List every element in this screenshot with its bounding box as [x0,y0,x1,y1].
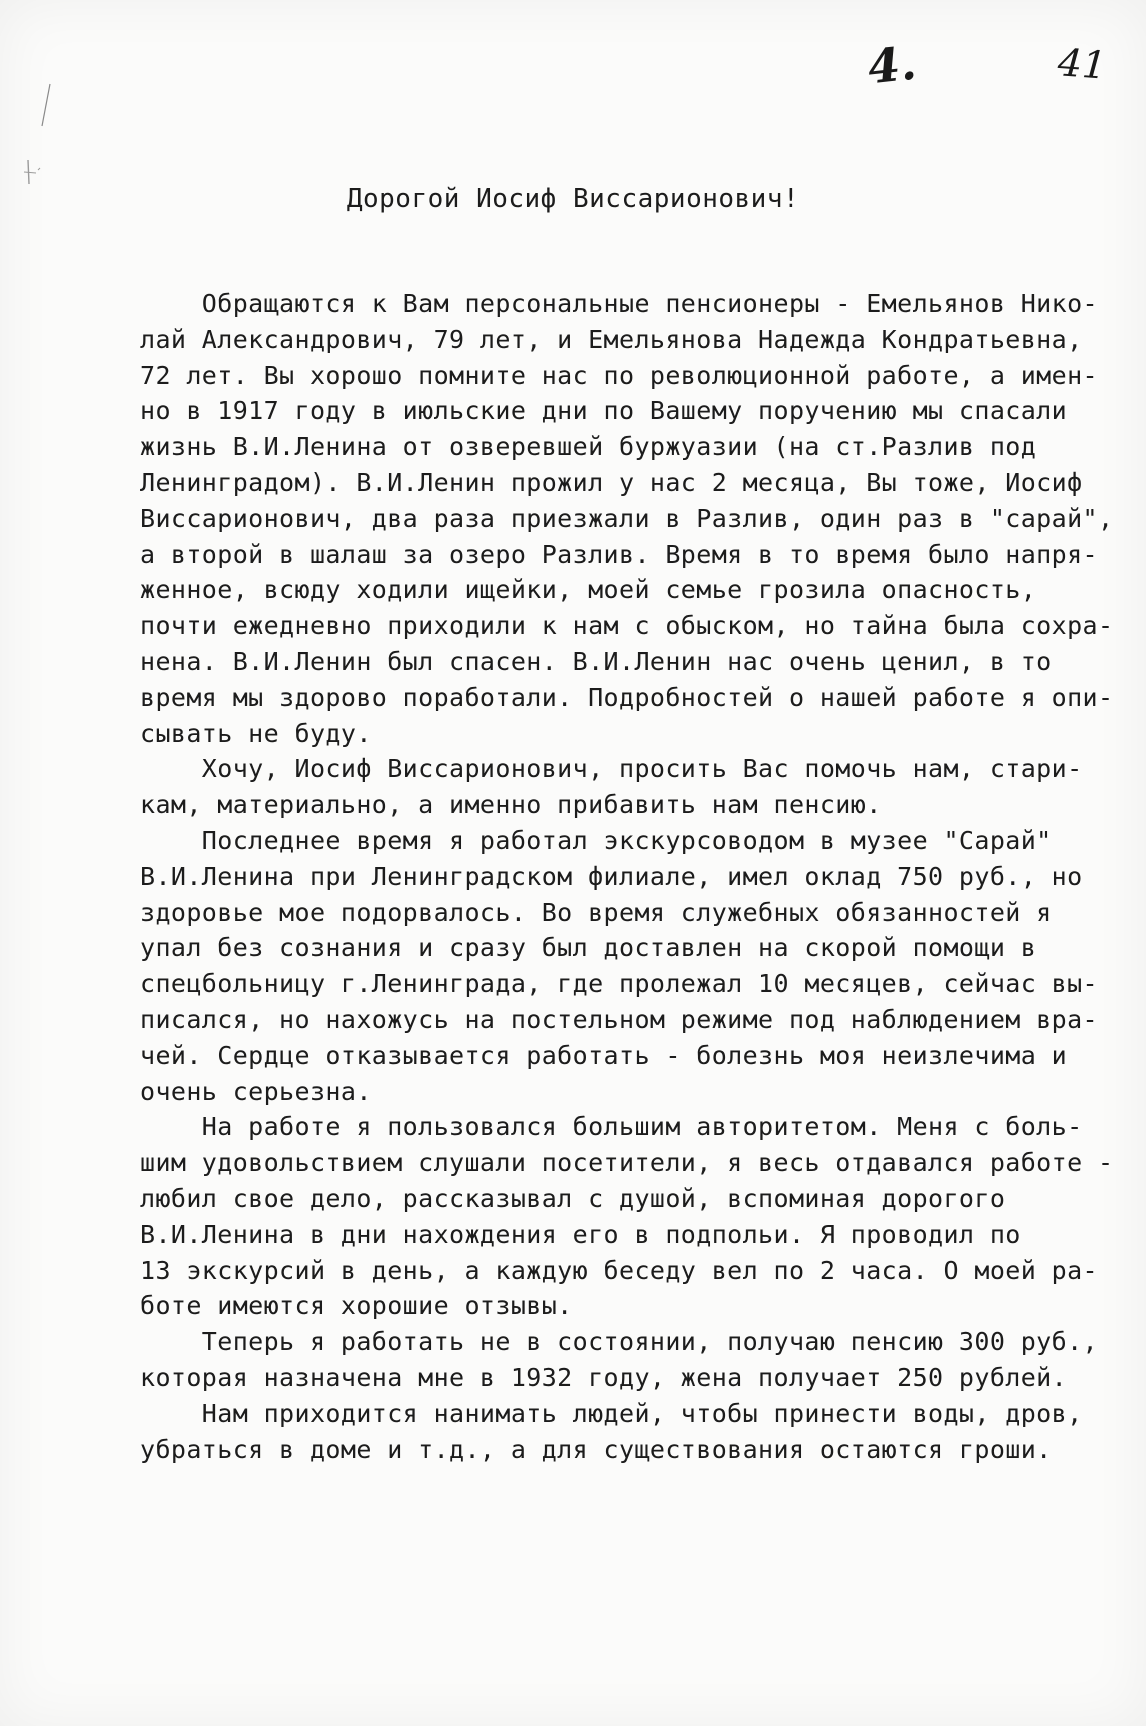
text-line: а второй в шалаш за озеро Разлив. Время в то время было напря- [140,539,1098,569]
text-line: Обращаются к Вам персональные пенсионеры - Емельянов Нико- [140,289,1098,318]
text-line: 13 экскурсий в день, а каждую беседу вел по 2 часа. О моей ра- [140,1255,1098,1285]
text-line: сывать не буду. [140,718,372,748]
archive-page-number-pencil: 4. [865,35,919,95]
letter-body [140,286,1140,1467]
text-line: очень серьезна. [140,1076,372,1106]
text-line: женное, всюду ходили ищейки, моей семье грозила опасность, [140,575,1037,605]
text-line: В.И.Ленина в дни нахождения его в подпольи. Я проводил по [140,1219,1021,1249]
text-line: Нам приходится нанимать людей, чтобы принести воды, дров, [140,1398,1083,1428]
text-line: Хочу, Иосиф Виссарионович, просить Вас помочь нам, стари- [140,754,1083,784]
text-line: В.И.Ленина при Ленинградском филиале, имел оклад 750 руб., но [140,861,1083,891]
margin-pencil-marks [12,80,52,190]
text-line: которая назначена мне в 1932 году, жена получает 250 рублей. [140,1362,1068,1392]
text-line: 72 лет. Вы хорошо помните нас по революционной работе, а имен- [140,360,1098,390]
text-line: время мы здорово поработали. Подробностей о нашей работе я опи- [140,682,1114,712]
text-line: почти ежедневно приходили к нам с обыском, но тайна была сохра- [140,611,1114,641]
text-line: Ленинградом). В.И.Ленин прожил у нас 2 месяца, Вы тоже, Иосиф [140,467,1083,497]
text-line: писался, но нахожусь на постельном режиме под наблюдением вра- [140,1004,1098,1034]
text-line: жизнь В.И.Ленина от озверевшей буржуазии (на ст.Разлив под [140,432,1037,462]
text-line: боте имеются хорошие отзывы. [140,1291,573,1321]
text-line: убраться в доме и т.д., а для существования остаются гроши. [140,1434,1052,1464]
text-line: упал без сознания и сразу был доставлен на скорой помощи в [140,933,1037,963]
text-line: Последнее время я работал экскурсоводом в музее "Сарай" [140,825,1052,855]
text-line: лай Александрович, 79 лет, и Емельянова Надежда Кондратьевна, [140,324,1083,354]
text-line: Виссарионович, два раза приезжали в Разлив, один раз в "сарай", [140,503,1114,533]
text-line: шим удовольствием слушали посетители, я весь отдавался работе - [140,1148,1114,1178]
text-line: чей. Сердце отказывается работать - болезнь моя неизлечима и [140,1040,1068,1070]
letter-salutation: Дорогой Иосиф Виссарионович! [346,184,800,214]
text-line: нена. В.И.Ленин был спасен. В.И.Ленин нас очень ценил, в то [140,646,1052,676]
text-line: но в 1917 году в июльские дни по Вашему поручению мы спасали [140,396,1068,426]
text-line: здоровье мое подорвалось. Во время служебных обязанностей я [140,897,1052,927]
text-line: Теперь я работать не в состоянии, получаю пенсию 300 руб., [140,1327,1098,1357]
text-line: спецбольницу г.Ленинграда, где пролежал 10 месяцев, сейчас вы- [140,969,1098,999]
archive-page-number-ink: 41 [1056,40,1108,88]
text-line: кам, материально, а именно прибавить нам пенсию. [140,790,882,820]
text-line: любил свое дело, рассказывал с душой, вспоминая дорогого [140,1183,1006,1213]
text-line: На работе я пользовался большим авторитетом. Меня с боль- [140,1112,1083,1142]
